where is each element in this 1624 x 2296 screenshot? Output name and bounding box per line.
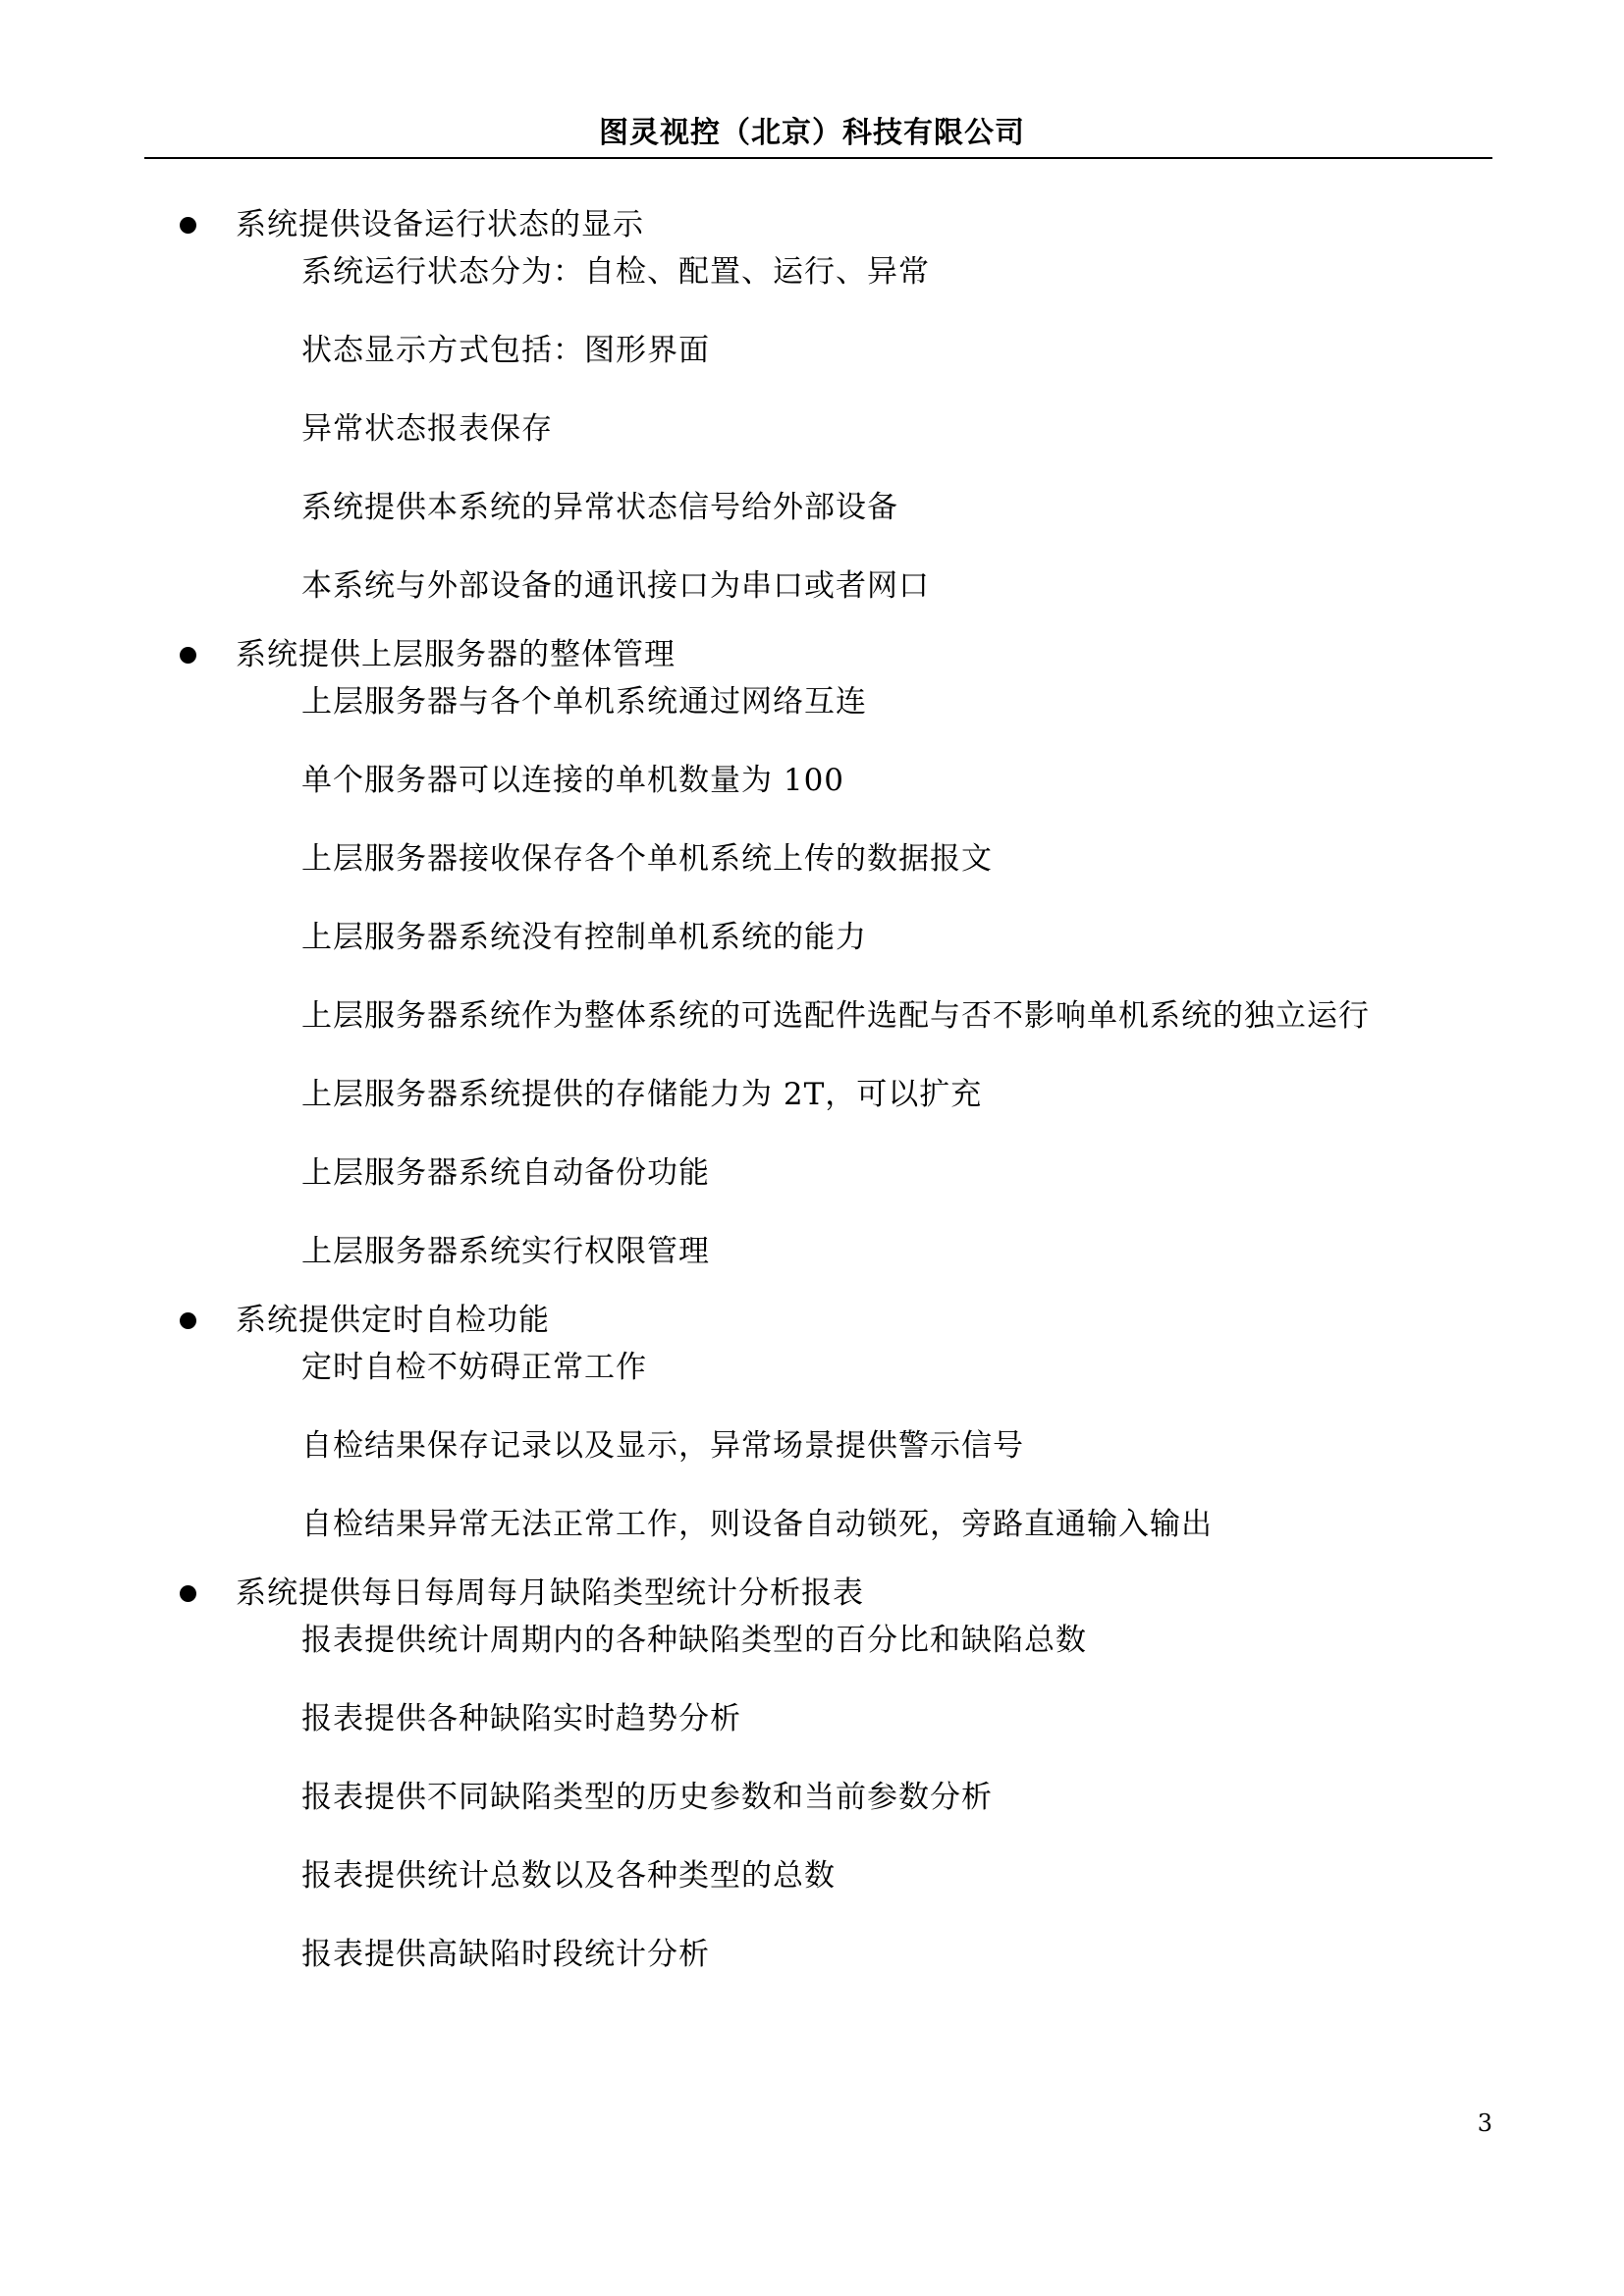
section-items (0, 678, 1624, 1275)
list-item: 定时自检不妨碍正常工作 (301, 1350, 647, 1385)
list-item: 异常状态报表保存 (301, 411, 553, 447)
list-item: 上层服务器接收保存各个单机系统上传的数据报文 (301, 841, 993, 877)
section-heading (0, 1297, 1624, 1344)
list-item: 系统提供本系统的异常状态信号给外部设备 (301, 490, 898, 525)
list-item: 单个服务器可以连接的单机数量为 100 (301, 763, 845, 798)
list-item: 报表提供统计周期内的各种缺陷类型的百分比和缺陷总数 (301, 1623, 1087, 1658)
bullet-icon (180, 217, 196, 234)
bullet-icon (180, 1312, 196, 1329)
page-number: 3 (1477, 2109, 1492, 2137)
list-item: 报表提供统计总数以及各种类型的总数 (301, 1858, 836, 1894)
section-device-status (0, 201, 1624, 610)
section-self-check (0, 1297, 1624, 1548)
section-items (0, 1344, 1624, 1548)
list-item: 上层服务器系统自动备份功能 (301, 1155, 710, 1191)
company-header: 图灵视控（北京）科技有限公司 (599, 116, 1025, 150)
list-item: 报表提供高缺陷时段统计分析 (301, 1937, 710, 1972)
section-title: 系统提供设备运行状态的显示 (236, 207, 644, 242)
list-item: 上层服务器系统实行权限管理 (301, 1234, 710, 1269)
header-divider (144, 157, 1492, 159)
bullet-icon (180, 647, 196, 664)
list-item: 本系统与外部设备的通讯接口为串口或者网口 (301, 568, 930, 604)
list-item: 自检结果异常无法正常工作，则设备自动锁死，旁路直通输入输出 (301, 1507, 1213, 1542)
list-item: 上层服务器系统没有控制单机系统的能力 (301, 920, 867, 955)
list-item: 报表提供不同缺陷类型的历史参数和当前参数分析 (301, 1780, 993, 1815)
list-item: 上层服务器系统作为整体系统的可选配件选配与否不影响单机系统的独立运行 (301, 998, 1370, 1034)
section-heading (0, 201, 1624, 248)
section-heading (0, 631, 1624, 678)
list-item: 上层服务器与各个单机系统通过网络互连 (301, 684, 867, 720)
list-item: 状态显示方式包括：图形界面 (301, 333, 710, 368)
bullet-icon (180, 1585, 196, 1602)
section-server-management (0, 631, 1624, 1275)
section-items (0, 248, 1624, 610)
section-title: 系统提供每日每周每月缺陷类型统计分析报表 (236, 1575, 864, 1611)
section-title: 系统提供定时自检功能 (236, 1303, 550, 1338)
list-item: 系统运行状态分为：自检、配置、运行、异常 (301, 254, 930, 290)
section-items (0, 1617, 1624, 1978)
section-title: 系统提供上层服务器的整体管理 (236, 637, 676, 672)
section-heading (0, 1570, 1624, 1617)
list-item: 自检结果保存记录以及显示，异常场景提供警示信号 (301, 1428, 1024, 1464)
list-item: 报表提供各种缺陷实时趋势分析 (301, 1701, 741, 1736)
document-body (0, 201, 1624, 1978)
list-item: 上层服务器系统提供的存储能力为 2T，可以扩充 (301, 1077, 983, 1112)
section-defect-reports (0, 1570, 1624, 1978)
